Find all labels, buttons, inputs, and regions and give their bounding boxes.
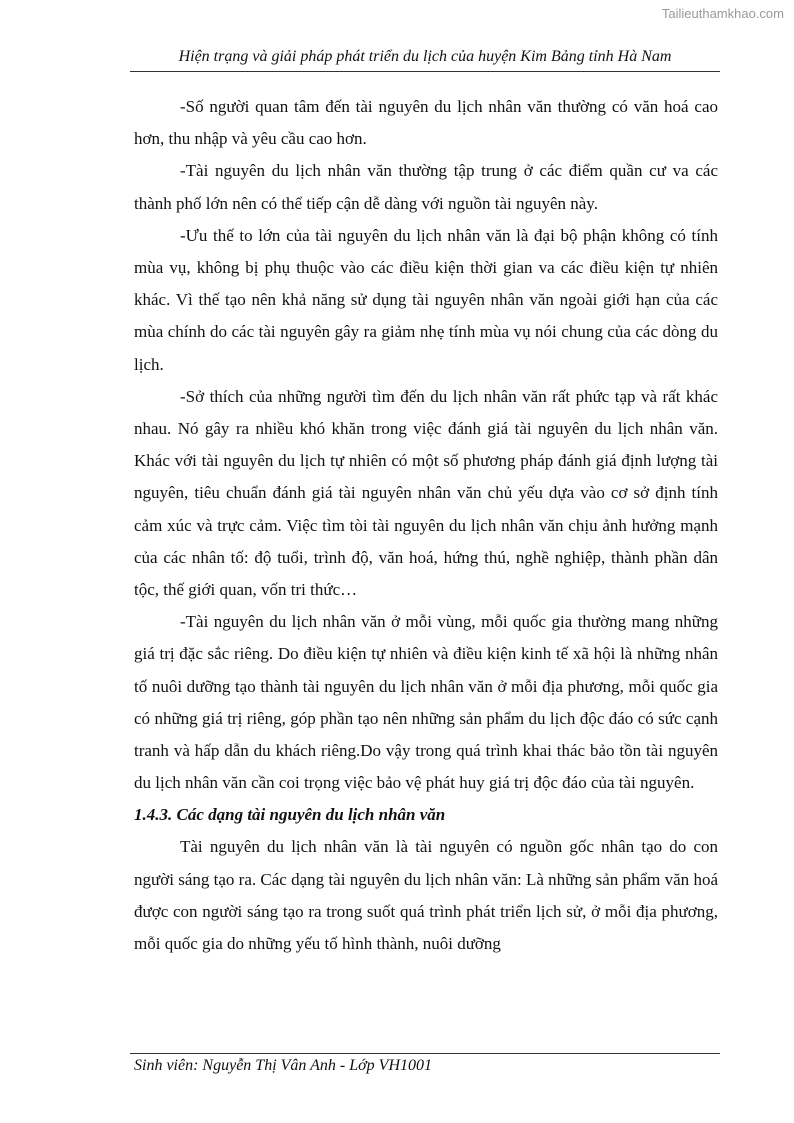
watermark: Tailieuthamkhao.com <box>661 6 784 21</box>
document-body <box>134 91 718 960</box>
paragraph: -Ưu thế to lớn của tài nguyên du lịch nhân văn là đại bộ phận không có tính mùa vụ, không bị phụ thuộc vào các điều kiện thời gian va các điều kiện tự nhiên khác. Vì thế tạo nên khả năng sử dụng tài nguyên nhân văn ngoài giới hạn của các mùa chính do các tài nguyên gây ra giảm nhẹ tính mùa vụ nói chung của các dòng du lịch. <box>134 225 718 374</box>
footer-author: Sinh viên: Nguyễn Thị Vân Anh - Lớp VH1001 <box>134 1057 432 1074</box>
paragraph: -Sở thích của những người tìm đến du lịch nhân văn rất phức tạp và rất khác nhau. Nó gây ra nhiều khó khăn trong việc đánh giá tài nguyên du lịch nhân văn. Khác với tài nguyên du lịch tự nhiên có một số phương pháp đánh giá định lượng tài nguyên, tiêu chuẩn đánh giá tài nguyên nhân văn chủ yếu dựa vào cơ sở định tính cảm xúc và trực cảm. Việc tìm tòi tài nguyên du lịch nhân văn chịu ảnh hưởng mạnh của các nhân tố: độ tuổi, trình độ, văn hoá, hứng thú, nghề nghiệp, thành phần dân tộc, thế giới quan, vốn tri thức… <box>134 386 718 600</box>
footer-divider <box>130 1053 720 1054</box>
header-divider <box>130 71 720 72</box>
paragraph: -Số người quan tâm đến tài nguyên du lịch nhân văn thường có văn hoá cao hơn, thu nhập và yêu cầu cao hơn. <box>134 97 718 149</box>
paragraph: Tài nguyên du lịch nhân văn là tài nguyên có nguồn gốc nhân tạo do con người sáng tạo ra. Các dạng tài nguyên du lịch nhân văn: Là những sản phẩm văn hoá được con người sáng tạo ra trong suốt quá trình phát triển lịch sử, ở mỗi địa phương, mỗi quốc gia do những yếu tố hình thành, nuôi dưỡng <box>134 837 718 954</box>
section-heading: 1.4.3. Các dạng tài nguyên du lịch nhân văn <box>134 805 446 825</box>
paragraph: -Tài nguyên du lịch nhân văn ở mỗi vùng, mỗi quốc gia thường mang những giá trị đặc sắc riêng. Do điều kiện tự nhiên và điều kiện kinh tế xã hội là những nhân tố nuôi dưỡng tạo thành tài nguyên du lịch nhân văn ở mỗi địa phương, mỗi quốc gia có những giá trị riêng, góp phần tạo nên những sản phẩm du lịch độc đáo có sức cạnh tranh và hấp dẫn du khách riêng.Do vậy trong quá trình khai thác bảo tồn tài nguyên du lịch nhân văn cần coi trọng việc bảo vệ phát huy giá trị độc đáo của tài nguyên. <box>134 612 718 793</box>
page-header-title: Hiện trạng và giải pháp phát triển du lịch của huyện Kim Bảng tỉnh Hà Nam <box>178 48 672 65</box>
paragraph: -Tài nguyên du lịch nhân văn thường tập trung ở các điểm quần cư va các thành phố lớn nên có thể tiếp cận dễ dàng với nguồn tài nguyên này. <box>134 161 718 213</box>
